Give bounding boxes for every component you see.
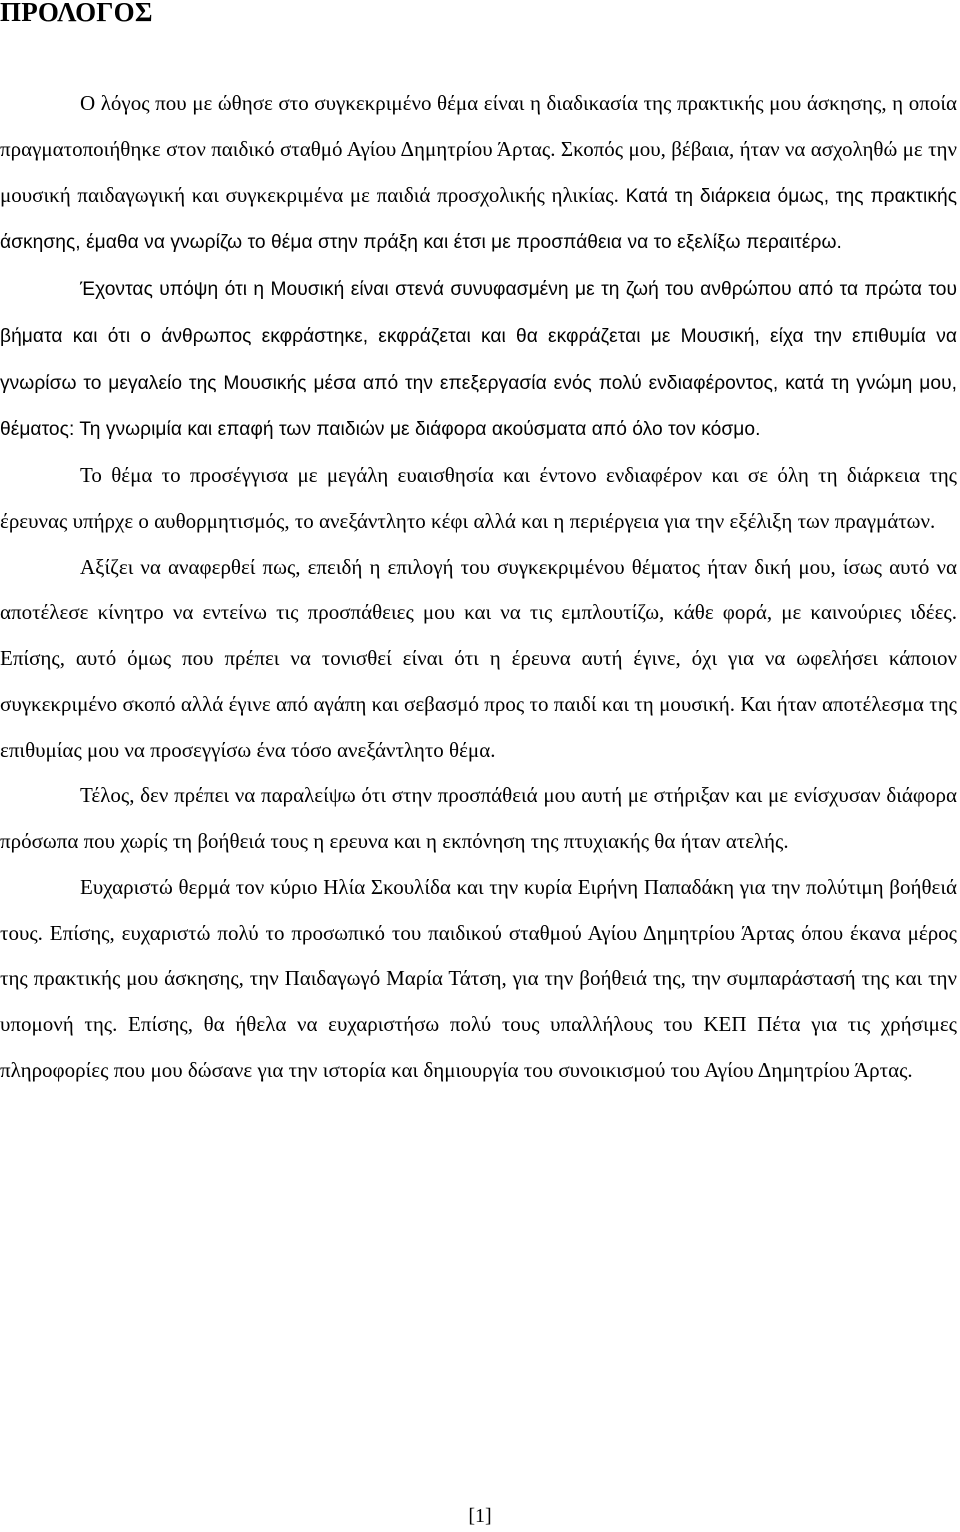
paragraph-2: [0, 266, 957, 453]
paragraph-5: [0, 773, 957, 865]
paragraph-5-text: Τέλος, δεν πρέπει να παραλείψω ότι στην προσπάθειά μου αυτή με στήριξαν και με ενίσχυσαν διάφορα πρόσωπα που χωρίς τη βοήθειά τους η ερευνα και η εκπόνηση της πτυχιακής θα ήταν ατελής.: [0, 783, 957, 853]
paragraph-6-text: Ευχαριστώ θερμά τον κύριο Ηλία Σκουλίδα και την κυρία Ειρήνη Παπαδάκη για την πολύτιμη βοήθειά τους. Επίσης, ευχαριστώ πολύ το προσωπικό του παιδικού σταθμού Αγίου Δημητρίου Άρτας όπου έκανα μέρος της πρακτικής μου άσκησης, την Παιδαγωγό Μαρία Τάτση, για την βοήθειά της, την συμπαράστασή της και την υπομονή της. Επίσης, θα ήθελα να ευχαριστήσω πολύ τους υπαλλήλους του ΚΕΠ Πέτα για τις χρήσιμες πληροφορίες που μου δώσανε για την ιστορία και δημιουργία του συνοικισμού του Αγίου Δημητρίου Άρτας.: [0, 874, 957, 1082]
paragraph-1-sans-text: Κατά τη διάρκεια όμως, της πρακτικής άσκησης, έμαθα να γνωρίζω το θέμα στην πράξη και έτσι με προσπάθεια να το εξελίξω περαιτέρω.: [0, 185, 957, 254]
paragraph-6: [0, 865, 957, 1094]
paragraph-1-text: Ο λόγος που με ώθησε στο συγκεκριμένο θέμα είναι η διαδικασία της πρακτικής μου άσκησης, η οποία πραγματοποιήθηκε στον παιδικό σταθμό Αγίου Δημητρίου Άρτας. Σκοπός μου, βέβαια, ήταν να ασχοληθώ με την μουσική παιδαγωγική και συγκεκριμένα με παιδιά προσχολικής ηλικίας.: [0, 91, 957, 207]
paragraph-4-text: Αξίζει να αναφερθεί πως, επειδή η επιλογή του συγκεκριμένου θέματος ήταν δική μου, ίσως αυτό να αποτέλεσε κίνητρο να εντείνω τις προσπάθειες μου και να τις εμπλουτίζω, κάθε φορά, με καινούριες ιδέες. Επίσης, αυτό όμως που πρέπει να τονισθεί είναι ότι η έρευνα αυτή έγινε, όχι για να ωφελήσει κάποιον συγκεκριμένο σκοπό αλλά έγινε από αγάπη και σεβασμό προς το παιδί και τη μουσική. Και ήταν αποτέλεσμα της επιθυμίας μου να προσεγγίσω ένα τόσο ανεξάντλητο θέμα.: [0, 554, 957, 762]
paragraph-3: [0, 453, 957, 545]
paragraph-2-text: Έχοντας υπόψη ότι η Μουσική είναι στενά συνυφασμένη με τη ζωή του ανθρώπου από τα πρώτα του βήματα και ότι ο άνθρωπος εκφράστηκε, εκφράζεται και θα εκφράζεται με Μουσική, είχα την επιθυμία να γνωρίσω το μεγαλείο της Μουσικής μέσα από την επεξεργασία ενός πολύ ενδιαφέροντος, κατά τη γνώμη μου, θέματος: Τη γνωριμία και επαφή των παιδιών με διάφορα ακούσματα από όλο τον κόσμο.: [0, 279, 957, 441]
paragraph-3-text: Το θέμα το προσέγγισα με μεγάλη ευαισθησία και έντονο ενδιαφέρον και σε όλη τη διάρκεια της έρευνας υπήρχε ο αυθορμητισμός, το ανεξάντλητο κέφι αλλά και η περιέργεια για την εξέλιξη των πραγμάτων.: [0, 463, 957, 533]
page-number: [1]: [468, 1505, 492, 1527]
page-title: ΠΡΟΛΟΓΟΣ: [0, 0, 153, 27]
paragraph-4: [0, 545, 957, 774]
paragraph-1: [0, 81, 957, 266]
document-body: [0, 81, 957, 1094]
